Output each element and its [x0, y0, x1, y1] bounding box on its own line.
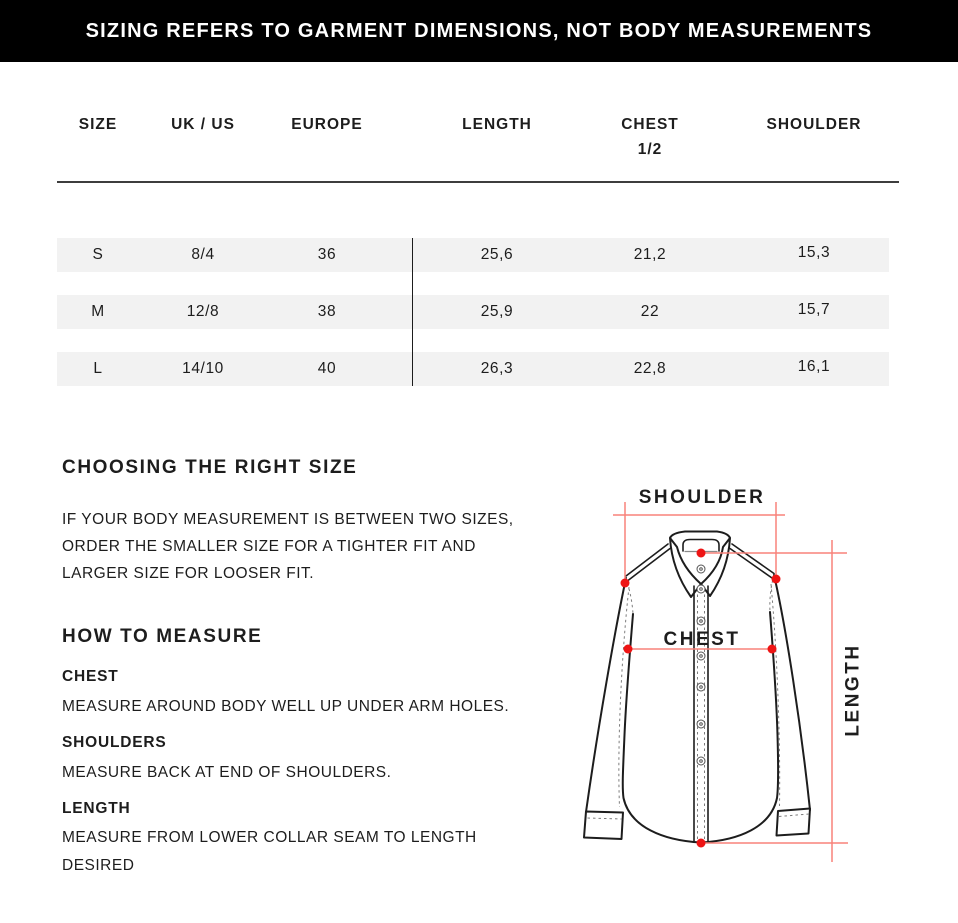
column-header-chest — [621, 117, 679, 158]
column-header-shoulder: SHOULDER — [766, 116, 862, 133]
cell-l-chest: 22,8 — [633, 360, 667, 377]
section-title-chest: CHEST — [62, 668, 119, 685]
collar-center-dot — [697, 549, 706, 558]
shirt-measurement-diagram — [560, 465, 958, 923]
section-body-length-line1: MEASURE FROM LOWER COLLAR SEAM TO LENGTH — [62, 829, 477, 846]
choosing-size-line3: LARGER SIZE FOR LOOSER FIT. — [62, 565, 315, 582]
column-header-uk-us: UK / US — [171, 116, 235, 133]
cell-l-size: L — [93, 360, 103, 377]
section-title-shoulders: SHOULDERS — [62, 734, 167, 751]
measurement-lines — [613, 502, 848, 862]
column-header-length: LENGTH — [462, 116, 532, 133]
cell-l-europe: 40 — [317, 360, 337, 377]
hem-center-dot — [697, 839, 706, 848]
cell-l-shoulder: 16,1 — [797, 358, 831, 375]
choosing-size-line1: IF YOUR BODY MEASUREMENT IS BETWEEN TWO SIZES, — [62, 511, 514, 528]
table-row-s — [57, 238, 889, 272]
column-header-size: SIZE — [78, 116, 118, 133]
column-header-chest-line2: 1/2 — [637, 141, 663, 158]
disclaimer-text: SIZING REFERS TO GARMENT DIMENSIONS, NOT BODY MEASUREMENTS — [85, 19, 873, 42]
cell-m-europe: 38 — [317, 303, 337, 320]
cell-m-shoulder: 15,7 — [797, 301, 831, 318]
section-body-chest: MEASURE AROUND BODY WELL UP UNDER ARM HOLES. — [62, 698, 510, 715]
choosing-size-heading: CHOOSING THE RIGHT SIZE — [62, 457, 358, 478]
disclaimer-banner — [0, 0, 958, 62]
cell-m-length: 25,9 — [480, 303, 514, 320]
cell-s-uk-us: 8/4 — [191, 246, 215, 263]
table-row-m — [57, 295, 889, 329]
table-vertical-divider — [412, 238, 413, 386]
cell-m-chest: 22 — [640, 303, 660, 320]
column-header-europe: EUROPE — [291, 116, 363, 133]
section-body-shoulders: MEASURE BACK AT END OF SHOULDERS. — [62, 764, 392, 781]
choosing-size-line2: ORDER THE SMALLER SIZE FOR A TIGHTER FIT AND — [62, 538, 476, 555]
diagram-length-label: LENGTH — [842, 643, 864, 737]
chest-right-dot — [768, 645, 777, 654]
shoulder-left-dot — [621, 579, 630, 588]
cell-m-size: M — [91, 303, 105, 320]
shirt-buttons — [697, 565, 705, 765]
table-header-rule — [57, 181, 899, 183]
cell-m-uk-us: 12/8 — [186, 303, 220, 320]
choosing-size-paragraph — [62, 506, 514, 587]
cell-l-length: 26,3 — [480, 360, 514, 377]
section-title-length: LENGTH — [62, 800, 131, 817]
section-body-length-line2: DESIRED — [62, 857, 135, 874]
cell-l-uk-us: 14/10 — [182, 360, 224, 377]
column-header-chest-line1: CHEST — [621, 116, 679, 133]
cell-s-chest: 21,2 — [633, 246, 667, 263]
cell-s-europe: 36 — [317, 246, 337, 263]
shoulder-right-dot — [772, 575, 781, 584]
how-to-measure-heading: HOW TO MEASURE — [62, 626, 263, 647]
diagram-shoulder-label: SHOULDER — [638, 487, 766, 508]
cell-s-length: 25,6 — [480, 246, 514, 263]
cell-s-size: S — [92, 246, 104, 263]
diagram-chest-label: CHEST — [663, 629, 741, 650]
chest-left-dot — [624, 645, 633, 654]
cell-s-shoulder: 15,3 — [797, 244, 831, 261]
